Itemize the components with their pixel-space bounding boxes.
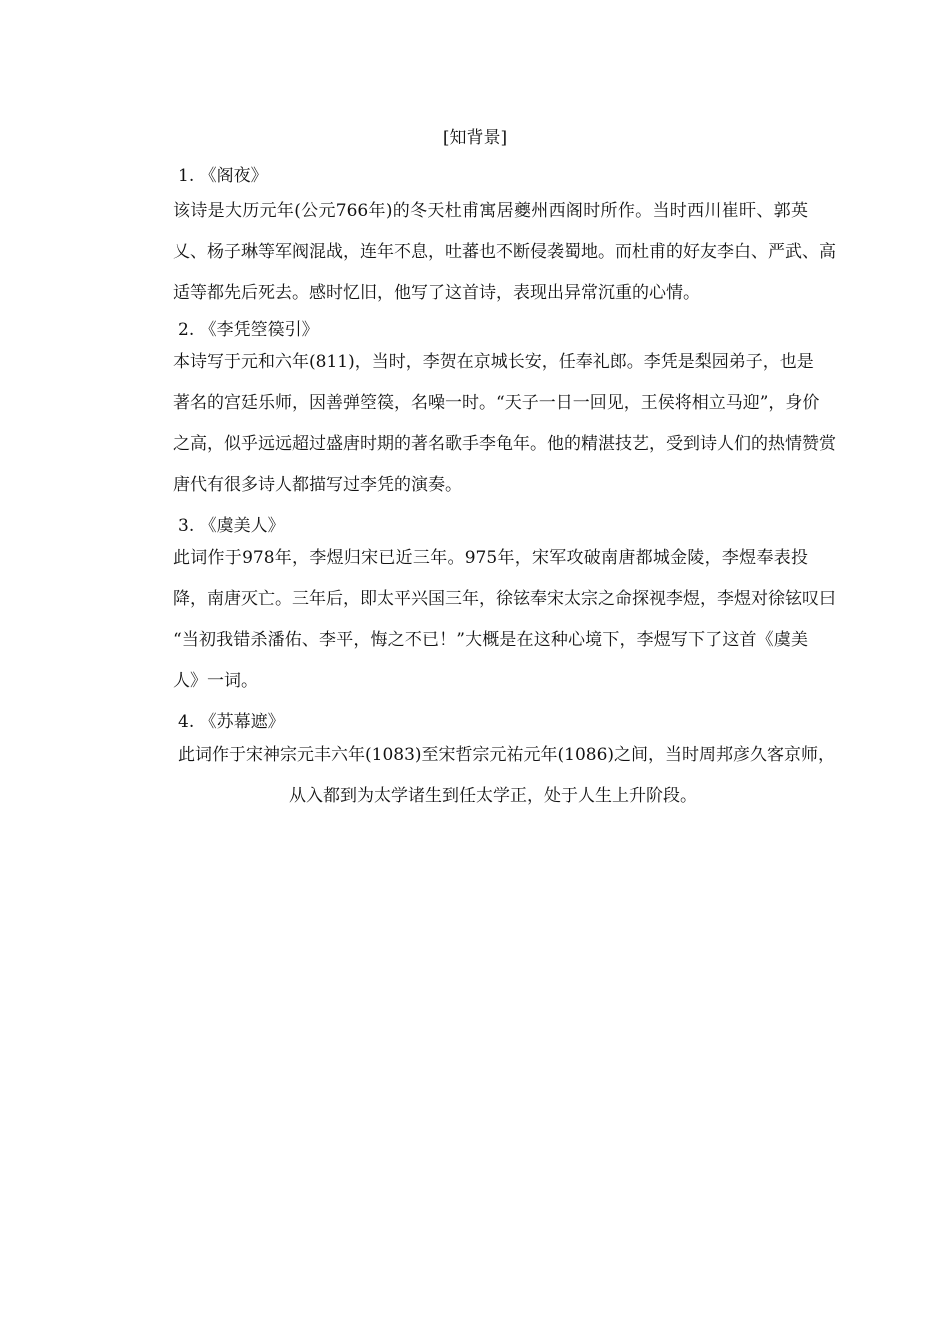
paragraph-line: 人》一词。 — [173, 671, 258, 691]
paragraph-line: 从入都到为太学诸生到任太学正，处于人生上升阶段。 — [289, 786, 697, 806]
section-paragraph-2 — [173, 342, 836, 506]
paragraph-line: “当初我错杀潘佑、李平，悔之不已！”大概是在这种心境下，李煜写下了这首《虞美 — [173, 630, 808, 650]
section-heading-1: 1. 《阁夜》 — [178, 166, 268, 186]
paragraph-line: 乂、杨子琳等军阀混战，连年不息，吐蕃也不断侵袭蜀地。而杜甫的好友李白、严武、高 — [173, 242, 836, 262]
paragraph-line: 唐代有很多诗人都描写过李凭的演奏。 — [173, 475, 462, 495]
paragraph-line: 本诗写于元和六年(811)，当时，李贺在京城长安，任奉礼郎。李凭是梨园弟子，也是 — [173, 352, 814, 372]
section-paragraph-3 — [173, 538, 836, 702]
paragraph-line: 此词作于978年，李煜归宋已近三年。975年，宋军攻破南唐都城金陵，李煜奉表投 — [173, 548, 808, 568]
document-title: [知背景] — [442, 128, 508, 148]
paragraph-line: 降，南唐灭亡。三年后，即太平兴国三年，徐铉奉宋太宗之命探视李煜，李煜对徐铉叹曰 — [173, 589, 836, 609]
paragraph-line: 该诗是大历元年(公元766年)的冬天杜甫寓居夔州西阁时所作。当时西川崔旰、郭英 — [173, 201, 808, 221]
section-heading-3: 3. 《虞美人》 — [178, 516, 285, 536]
paragraph-line: 此词作于宋神宗元丰六年(1083)至宋哲宗元祐元年(1086)之间，当时周邦彦久客京师， — [178, 745, 836, 765]
paragraph-line: 著名的宫廷乐师，因善弹箜篌，名噪一时。“天子一日一回见，王侯将相立马迎”，身价 — [173, 393, 820, 413]
section-paragraph-1 — [173, 191, 836, 314]
section-heading-4: 4. 《苏幕遮》 — [178, 712, 285, 732]
section-paragraph-4 — [178, 735, 836, 817]
section-heading-2: 2. 《李凭箜篌引》 — [178, 320, 319, 340]
paragraph-line: 适等都先后死去。感时忆旧，他写了这首诗，表现出异常沉重的心情。 — [173, 283, 700, 303]
paragraph-line: 之高，似乎远远超过盛唐时期的著名歌手李龟年。他的精湛技艺，受到诗人们的热情赞赏 — [173, 434, 836, 454]
